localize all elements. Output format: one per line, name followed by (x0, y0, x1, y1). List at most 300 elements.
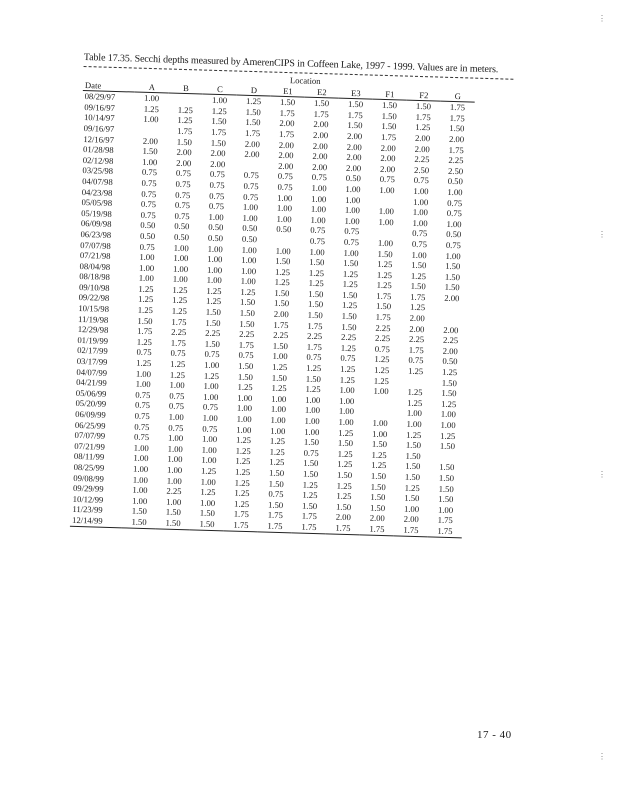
value-cell: 1.25 (338, 427, 354, 438)
value-cell: 1.50 (238, 360, 254, 372)
value-cell: 2.25 (340, 332, 357, 343)
value-cell: 0.75 (238, 350, 254, 361)
value-cell: 1.00 (133, 442, 149, 453)
value-cell: 2.25 (273, 329, 289, 341)
value-cell: 1.75 (375, 311, 391, 323)
value-cell: 0.75 (133, 431, 150, 443)
value-cell: 0.50 (140, 220, 156, 231)
value-cell: 2.00 (414, 132, 431, 144)
value-cell: 2.00 (244, 138, 261, 149)
value-cell: 1.00 (270, 404, 287, 415)
date-cell: 04/07/98 (82, 175, 113, 187)
value-cell: 1.00 (304, 405, 321, 416)
value-cell: 1.00 (236, 413, 252, 425)
value-cell: 1.75 (170, 337, 187, 348)
value-cell: 1.50 (335, 501, 352, 512)
value-cell: 1.75 (437, 515, 453, 526)
date-cell: 12/16/97 (83, 133, 115, 145)
value-cell: 1.50 (309, 256, 325, 268)
value-cell: 1.00 (211, 95, 228, 106)
value-cell: 1.25 (410, 270, 427, 281)
value-cell: 1.25 (171, 305, 188, 317)
date-header: Date (83, 80, 135, 93)
value-cell: 0.75 (268, 488, 284, 500)
value-cell: 0.50 (139, 230, 156, 242)
value-cell: 1.50 (267, 499, 284, 510)
value-cell: 1.50 (272, 340, 289, 352)
date-cell: 09/10/98 (78, 281, 110, 293)
column-header: D (237, 84, 271, 96)
value-cell: 0.75 (303, 447, 319, 458)
value-cell: 1.50 (415, 101, 432, 112)
value-cell: 1.50 (274, 287, 290, 299)
value-cell: 1.00 (172, 274, 188, 285)
value-cell: 1.00 (339, 384, 355, 396)
value-cell: 1.50 (370, 470, 387, 482)
value-cell: 1.50 (313, 98, 330, 109)
value-cell: 2.00 (409, 323, 425, 334)
value-cell: 1.25 (440, 430, 456, 441)
date-cell: 08/11/99 (73, 451, 105, 463)
value-cell: 1.25 (271, 382, 287, 394)
value-cell: 2.50 (413, 164, 430, 176)
value-cell: 0.75 (374, 343, 390, 355)
value-cell: 2.00 (409, 312, 425, 324)
value-cell: 1.25 (274, 266, 291, 277)
value-cell: 1.50 (301, 500, 318, 511)
value-cell: 1.25 (376, 269, 393, 280)
value-cell: 0.75 (169, 390, 185, 401)
value-cell: 1.75 (171, 316, 187, 327)
value-cell: 1.00 (345, 183, 361, 195)
value-cell: 1.50 (347, 99, 364, 110)
value-cell: 1.25 (408, 365, 424, 377)
value-cell: 1.25 (308, 278, 324, 289)
value-cell: 1.00 (135, 378, 151, 390)
value-cell: 1.00 (311, 182, 327, 194)
value-cell: 0.75 (447, 197, 463, 208)
value-cell: 1.75 (408, 344, 424, 356)
value-cell: 1.50 (210, 137, 227, 148)
value-cell: 1.50 (308, 288, 324, 300)
value-cell: 1.00 (138, 262, 155, 273)
value-cell: 1.00 (304, 426, 320, 437)
value-cell: 0.75 (168, 422, 184, 433)
value-cell: 1.75 (449, 102, 466, 113)
value-cell: 1.00 (169, 379, 185, 391)
value-cell: 1.25 (407, 386, 423, 398)
value-cell: 1.00 (310, 203, 327, 215)
value-cell: 1.00 (310, 214, 326, 225)
value-cell: 0.75 (175, 178, 191, 190)
value-cell: 1.75 (306, 341, 323, 353)
value-cell: 2.25 (374, 333, 391, 344)
value-cell: 2.00 (278, 139, 295, 150)
value-cell: 2.00 (414, 143, 430, 154)
value-cell: 1.75 (448, 144, 464, 155)
value-cell: 1.00 (241, 244, 257, 255)
value-cell: 1.25 (407, 397, 423, 408)
value-cell: 1.00 (338, 406, 355, 417)
value-cell: 1.00 (277, 192, 293, 203)
value-cell: 1.00 (173, 242, 189, 253)
value-cell: 1.50 (142, 145, 158, 157)
value-cell: 0.75 (413, 175, 429, 186)
value-cell: 0.75 (310, 225, 326, 236)
date-cell: 05/05/98 (81, 197, 113, 209)
value-cell: 1.50 (205, 317, 221, 328)
value-cell: 1.25 (269, 446, 285, 457)
value-cell: 1.00 (311, 193, 327, 204)
value-cell: 0.75 (209, 169, 226, 180)
value-cell: 1.50 (273, 298, 290, 309)
value-cell: 1.50 (239, 307, 255, 319)
value-cell: 1.00 (343, 247, 359, 258)
value-cell: 1.25 (339, 374, 356, 385)
value-cell: 1.25 (200, 486, 216, 498)
value-cell: 2.00 (346, 130, 363, 142)
value-cell: 1.75 (211, 126, 227, 138)
date-cell: 06/09/98 (80, 218, 112, 230)
value-cell: 1.50 (381, 100, 398, 111)
value-cell: 1.50 (381, 121, 397, 132)
date-cell: 04/21/99 (76, 377, 107, 389)
value-cell: 1.25 (376, 280, 392, 291)
value-cell: 0.75 (445, 239, 462, 251)
value-cell: 1.50 (444, 271, 461, 282)
value-cell: 1.50 (341, 310, 357, 322)
value-cell: 0.75 (412, 228, 428, 239)
value-cell: 0.75 (141, 177, 157, 189)
value-cell: 1.25 (245, 96, 262, 107)
value-cell: 1.75 (347, 109, 363, 121)
value-cell: 0.75 (174, 210, 190, 221)
page-number: 17 - 40 (477, 729, 512, 741)
value-cell: 0.75 (408, 355, 424, 366)
date-cell: 09/08/99 (73, 472, 105, 484)
value-cell: 0.75 (168, 401, 185, 412)
value-cell: 1.50 (343, 257, 359, 269)
column-header: E3 (339, 87, 373, 99)
value-cell: 2.00 (380, 152, 396, 164)
value-cell: 1.50 (445, 260, 461, 272)
date-cell: 10/14/97 (83, 112, 115, 124)
value-cell: 1.50 (369, 502, 386, 513)
value-cell: 1.00 (201, 433, 218, 445)
value-cell: 1.25 (136, 357, 152, 369)
value-cell: 0.50 (207, 232, 224, 244)
value-cell: 2.00 (312, 161, 328, 173)
value-cell: 1.25 (169, 369, 186, 380)
value-cell: 1.50 (176, 136, 193, 147)
value-cell: 1.25 (143, 103, 160, 115)
value-cell: 1.50 (405, 461, 421, 472)
value-cell: 0.75 (209, 179, 225, 191)
value-cell: 1.25 (203, 370, 220, 381)
value-cell: 1.00 (132, 495, 148, 506)
value-cell: 1.50 (336, 469, 353, 481)
value-cell: 1.50 (302, 468, 319, 480)
value-cell: 1.75 (238, 339, 255, 351)
value-cell: 1.50 (370, 491, 386, 503)
value-cell: 1.50 (411, 259, 427, 271)
value-cell: 1.00 (272, 351, 288, 362)
value-cell: 0.50 (345, 173, 362, 184)
value-cell: 1.25 (406, 429, 422, 440)
value-cell: 2.00 (312, 129, 329, 141)
date-cell: 07/21/99 (74, 440, 106, 452)
value-cell: 1.75 (244, 127, 261, 139)
value-cell: 1.50 (410, 281, 426, 292)
value-cell: 2.25 (239, 328, 255, 340)
value-cell: 1.50 (131, 505, 148, 517)
value-cell: 1.50 (303, 458, 319, 469)
value-cell: 1.00 (412, 217, 428, 228)
value-cell: 0.75 (202, 423, 218, 434)
value-cell: 1.50 (156, 517, 190, 529)
value-cell: 1.25 (336, 480, 352, 491)
value-cell: 1.00 (206, 264, 223, 275)
value-cell: 1.25 (308, 267, 325, 278)
value-cell: 1.25 (234, 477, 250, 488)
value-cell: 0.75 (209, 190, 225, 201)
value-cell: 1.00 (139, 251, 155, 263)
value-cell: 1.00 (338, 416, 354, 428)
value-cell: 1.50 (438, 483, 454, 494)
value-cell: 1.25 (377, 258, 393, 270)
value-cell: 1.75 (278, 128, 295, 140)
value-cell: 0.50 (242, 223, 258, 234)
value-cell: 1.00 (271, 393, 287, 404)
value-cell: 1.00 (167, 443, 183, 454)
location-header: Location (289, 75, 321, 87)
value-cell: 1.75 (292, 521, 326, 533)
value-cell: 1.00 (445, 250, 461, 261)
value-cell: 1.00 (236, 424, 252, 435)
value-cell: 2.00 (142, 135, 159, 146)
value-cell: 0.75 (243, 180, 259, 192)
date-cell: 05/19/98 (81, 207, 112, 219)
value-cell: 1.00 (132, 463, 149, 475)
value-cell: 0.75 (379, 174, 396, 185)
value-cell: 0.75 (140, 209, 156, 220)
value-cell: 0.75 (136, 347, 152, 358)
value-cell: 1.25 (237, 381, 253, 393)
value-cell: 0.50 (241, 233, 258, 245)
value-cell: 1.00 (411, 249, 427, 260)
value-cell: 0.75 (175, 189, 191, 200)
value-cell: 1.75 (177, 125, 193, 137)
value-cell: 1.25 (206, 285, 222, 297)
value-cell: 2.00 (369, 513, 385, 524)
value-cell: 1.00 (403, 503, 420, 514)
value-cell: 1.00 (339, 395, 355, 406)
value-cell: 1.00 (446, 218, 462, 229)
column-header: C (203, 83, 237, 95)
scan-edge-mark: ⋮ (598, 230, 606, 239)
value-cell: 1.75 (326, 522, 360, 534)
table-body (70, 91, 475, 538)
value-cell: 1.25 (233, 498, 250, 509)
value-cell: 2.00 (380, 142, 396, 153)
value-cell: 1.00 (413, 185, 429, 197)
value-cell: 2.25 (171, 326, 187, 338)
value-cell: 1.00 (203, 380, 219, 392)
value-cell: 1.50 (439, 440, 456, 452)
value-cell: 2.50 (447, 165, 464, 177)
value-cell: 2.00 (210, 147, 226, 159)
value-cell: 1.50 (404, 492, 420, 504)
value-cell: 0.75 (135, 389, 151, 400)
value-cell: 0.75 (174, 199, 191, 211)
value-cell: 1.50 (245, 106, 261, 118)
value-cell: 1.00 (276, 213, 292, 224)
value-cell: 1.25 (371, 449, 387, 460)
value-cell: 1.50 (370, 481, 386, 492)
value-cell: 1.50 (341, 321, 357, 332)
date-cell: 11/19/98 (77, 313, 109, 325)
value-cell: 1.00 (440, 409, 457, 420)
value-cell: 1.25 (342, 279, 358, 290)
value-cell: 1.50 (375, 301, 392, 312)
value-cell: 1.50 (211, 116, 227, 127)
value-cell: 1.25 (138, 283, 154, 295)
value-cell: 2.00 (312, 140, 328, 151)
column-header: A (135, 81, 169, 93)
value-cell: 0.50 (208, 222, 224, 233)
value-cell: 1.00 (207, 253, 223, 265)
value-cell: 1.50 (199, 507, 216, 519)
value-cell: 0.75 (411, 238, 428, 250)
value-cell: 2.00 (313, 119, 329, 130)
value-cell: 1.50 (239, 297, 256, 308)
value-cell: 1.00 (240, 265, 257, 276)
value-cell: 1.50 (307, 309, 323, 321)
value-cell: 1.00 (276, 202, 293, 214)
value-cell: 1.00 (378, 216, 394, 227)
value-cell: 2.00 (176, 146, 192, 158)
value-cell: 1.75 (313, 108, 329, 120)
value-cell: 1.00 (204, 359, 220, 371)
value-cell: 1.25 (138, 294, 154, 305)
value-cell: 1.25 (306, 362, 322, 374)
value-cell: 1.50 (245, 117, 261, 128)
value-cell: 1.50 (337, 437, 354, 449)
value-cell: 1.00 (270, 425, 286, 436)
value-cell: 1.25 (274, 277, 290, 288)
value-cell: 1.50 (342, 289, 358, 301)
value-cell: 2.25 (414, 154, 430, 165)
date-cell: 08/18/98 (79, 271, 111, 283)
value-cell: 0.75 (134, 421, 150, 432)
value-cell: 1.25 (234, 487, 250, 499)
value-cell: 0.75 (311, 172, 328, 183)
secchi-depth-table (70, 69, 475, 538)
column-header: E2 (305, 86, 339, 98)
value-cell: 1.75 (279, 107, 295, 119)
value-cell: 1.25 (170, 358, 186, 370)
column-header: F2 (407, 89, 441, 101)
value-cell: 1.50 (444, 282, 460, 293)
scan-edge-mark: ⋮ (598, 752, 606, 761)
value-cell: 1.50 (279, 97, 296, 108)
value-cell: 0.50 (173, 231, 190, 243)
value-cell: 1.50 (307, 299, 324, 310)
value-cell: 2.00 (403, 514, 419, 525)
value-cell: 2.00 (346, 151, 362, 163)
column-header: E1 (271, 85, 305, 97)
value-cell: 1.00 (437, 504, 454, 515)
value-cell: 0.75 (204, 349, 220, 360)
value-cell: 1.00 (406, 418, 422, 430)
date-cell: 03/25/98 (82, 165, 114, 177)
value-cell: 1.00 (172, 263, 189, 274)
value-cell: 1.00 (344, 215, 360, 226)
value-cell: 1.50 (438, 493, 454, 505)
value-cell: 2.25 (205, 327, 221, 339)
value-cell: 1.25 (336, 490, 352, 502)
date-cell: 04/07/99 (76, 366, 108, 378)
date-cell: 05/06/99 (75, 387, 107, 399)
value-cell: 1.00 (166, 475, 182, 486)
value-cell: 1.00 (304, 415, 320, 427)
column-header: B (169, 82, 203, 94)
value-cell: 2.25 (448, 155, 464, 166)
value-cell: 0.75 (306, 352, 322, 363)
value-cell: 1.75 (394, 524, 428, 536)
value-cell: 1.50 (377, 248, 393, 259)
value-cell: 1.75 (267, 510, 284, 521)
value-cell: 2.25 (306, 330, 323, 342)
value-cell: 1.00 (237, 392, 253, 403)
value-cell: 1.50 (441, 387, 457, 399)
value-cell: 1.00 (143, 114, 159, 125)
date-cell: 02/17/99 (76, 345, 108, 357)
date-cell: 07/07/99 (74, 430, 106, 441)
value-cell: 1.25 (341, 300, 358, 311)
date-cell: 08/04/98 (79, 260, 111, 272)
value-cell: 1.50 (165, 506, 182, 518)
value-cell: 1.50 (275, 255, 291, 267)
value-cell: 1.50 (204, 338, 221, 350)
value-cell: 1.00 (166, 464, 183, 476)
value-cell: 1.75 (301, 511, 317, 522)
value-cell: 1.75 (380, 131, 397, 143)
value-cell: 1.00 (377, 237, 394, 249)
value-cell: 1.00 (173, 252, 189, 264)
value-cell: 1.25 (177, 104, 193, 116)
date-cell: 05/20/99 (75, 398, 107, 410)
value-cell: 1.25 (137, 304, 154, 316)
value-cell: 1.00 (202, 412, 218, 424)
value-cell: 2.00 (335, 512, 351, 523)
value-cell: 1.00 (200, 497, 216, 508)
date-cell: 03/17/99 (76, 355, 108, 367)
value-cell: 1.25 (234, 466, 251, 478)
value-cell: 1.75 (307, 320, 323, 331)
date-cell: 07/21/98 (79, 250, 111, 261)
value-cell: 1.75 (415, 111, 431, 123)
value-cell: 1.00 (201, 455, 217, 466)
value-cell: 1.50 (404, 471, 421, 483)
value-cell: 1.50 (122, 516, 156, 528)
value-cell: 1.00 (378, 205, 395, 217)
value-cell: 1.00 (168, 411, 184, 423)
value-cell: 1.25 (337, 459, 353, 470)
value-cell: 2.00 (442, 345, 458, 357)
date-cell: 06/25/99 (74, 419, 106, 431)
date-cell: 09/16/97 (84, 101, 116, 113)
